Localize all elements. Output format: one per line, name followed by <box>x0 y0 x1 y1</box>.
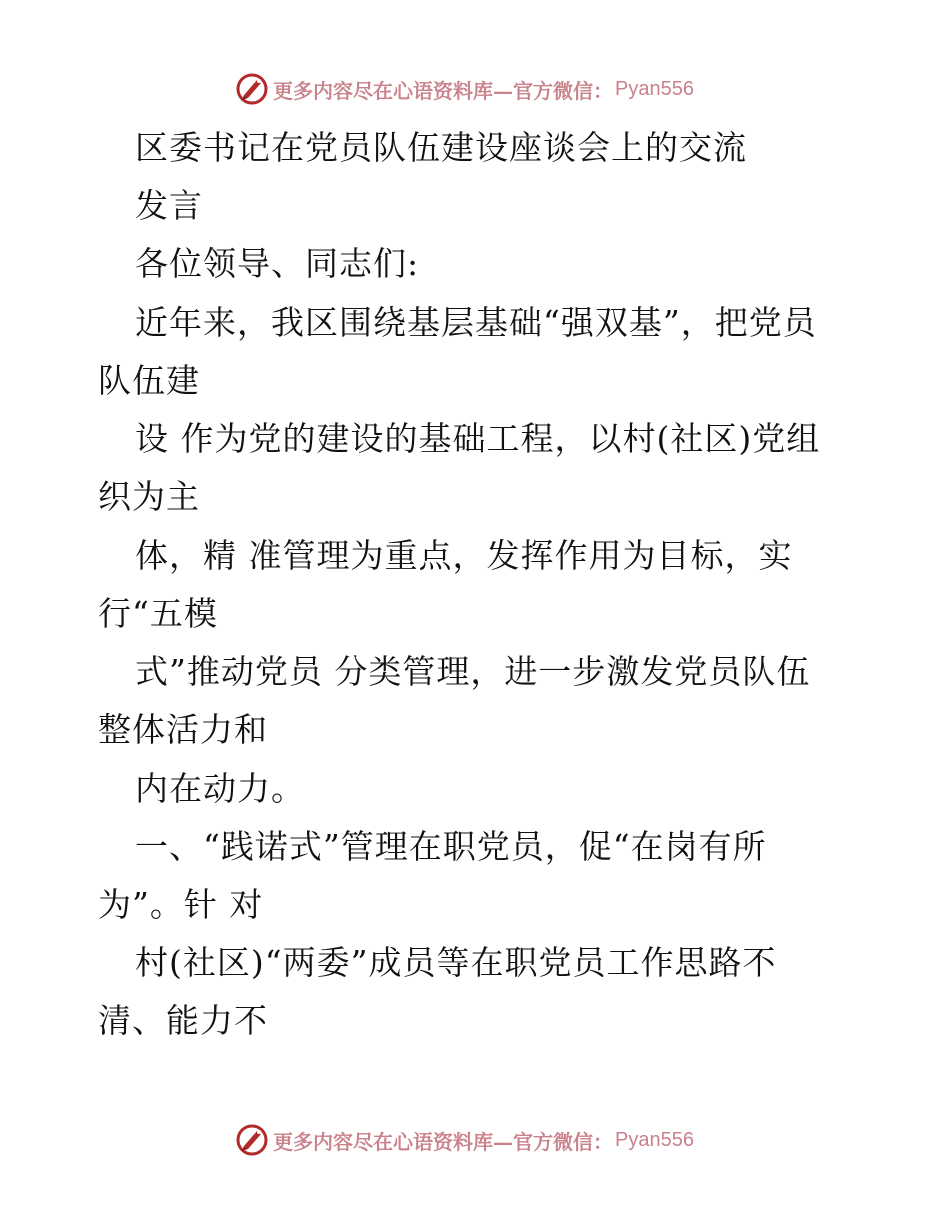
watermark-text: 更多内容尽在心语资料库—官方微信： <box>273 78 613 103</box>
document-title-line-2: 发言 <box>135 186 203 225</box>
watermark-wechat-id: Pyan556 <box>615 77 694 100</box>
pen-logo-icon <box>235 72 269 106</box>
watermark-banner-top <box>235 71 694 107</box>
paragraph-line: 体，精 准管理为重点，发挥作用为目标，实 <box>135 536 793 575</box>
paragraph-line: 行“五模 <box>98 594 218 633</box>
section-heading-line: 一、“践诺式”管理在职党员，促“在岗有所 <box>135 827 767 866</box>
paragraph-line: 内在动力。 <box>135 769 305 808</box>
paragraph-line: 队伍建 <box>98 361 200 400</box>
paragraph-line: 织为主 <box>98 477 200 516</box>
paragraph-line: 整体活力和 <box>98 710 268 749</box>
watermark-wechat-id: Pyan556 <box>615 1128 694 1151</box>
paragraph-line: 村(社区)“两委”成员等在职党员工作思路不 <box>135 943 777 982</box>
section-heading-line: 为”。针 对 <box>98 885 264 924</box>
paragraph-line: 设 作为党的建设的基础工程，以村(社区)党组 <box>135 419 821 458</box>
document-title-line-1: 区委书记在党员队伍建设座谈会上的交流 <box>135 128 747 167</box>
paragraph-line: 近年来，我区围绕基层基础“强双基”，把党员 <box>135 303 817 342</box>
watermark-text: 更多内容尽在心语资料库—官方微信： <box>273 1129 613 1154</box>
salutation: 各位领导、同志们: <box>135 244 420 283</box>
paragraph-line: 清、能力不 <box>98 1001 268 1040</box>
paragraph-line: 式”推动党员 分类管理，进一步激发党员队伍 <box>135 652 811 691</box>
watermark-banner-bottom <box>235 1122 694 1158</box>
pen-logo-icon <box>235 1123 269 1157</box>
